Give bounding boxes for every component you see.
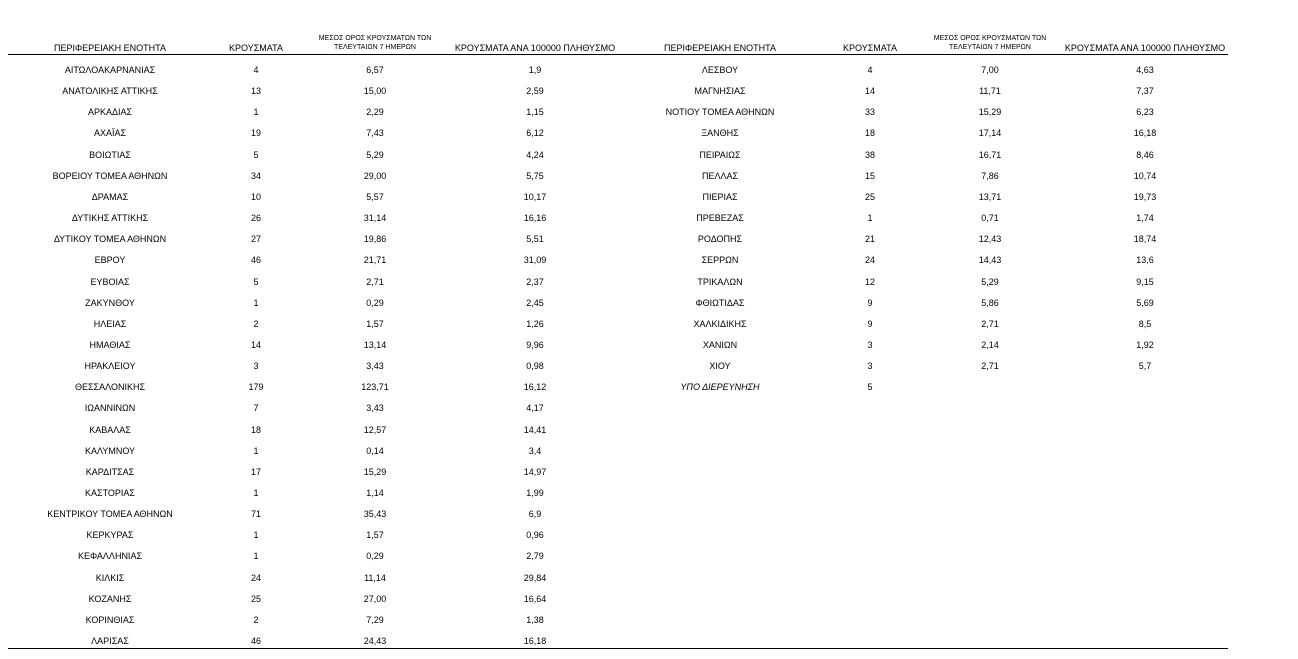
- cell-avg: 6,57: [366, 65, 384, 75]
- cell-region: ΠΙΕΡΙΑΣ: [702, 192, 738, 202]
- cell-avg: 17,14: [978, 128, 1002, 138]
- cell-cases: 4: [253, 65, 259, 75]
- left-header-per100k: ΚΡΟΥΣΜΑΤΑ ΑΝΑ 100000 ΠΛΗΘΥΣΜΟ: [454, 43, 616, 53]
- cell-avg: 2,71: [366, 277, 384, 287]
- cell-cases: 5: [867, 382, 873, 392]
- cell-region: ΔΡΑΜΑΣ: [91, 192, 129, 202]
- cell-cases: 7: [253, 403, 259, 413]
- cell-cases: 3: [253, 361, 259, 371]
- cell-region: ΚΕΦΑΛΛΗΝΙΑΣ: [77, 551, 143, 561]
- cell-avg: 12,43: [978, 234, 1002, 244]
- cell-region: ΝΟΤΙΟΥ ΤΟΜΕΑ ΑΘΗΝΩΝ: [665, 107, 775, 117]
- cell-per100k: 1,9: [528, 65, 542, 75]
- cell-region: ΖΑΚΥΝΘΟΥ: [85, 298, 135, 308]
- cell-avg: 0,14: [366, 446, 384, 456]
- cell-cases: 1: [253, 530, 259, 540]
- cell-per100k: 13,6: [1136, 255, 1154, 265]
- cell-region: ΚΟΡΙΝΘΙΑΣ: [85, 615, 135, 625]
- cell-per100k: 5,7: [1138, 361, 1152, 371]
- cell-region: ΤΡΙΚΑΛΩΝ: [697, 277, 743, 287]
- cell-per100k: 10,17: [523, 192, 547, 202]
- cell-region: ΔΥΤΙΚΗΣ ΑΤΤΙΚΗΣ: [71, 213, 149, 223]
- cell-avg: 1,57: [366, 319, 384, 329]
- cell-per100k: 2,37: [526, 277, 544, 287]
- right-header-avg: [915, 34, 1065, 52]
- cell-region: ΧΑΝΙΩΝ: [702, 340, 738, 350]
- left-header-avg: [300, 34, 450, 52]
- cell-per100k: 5,69: [1136, 298, 1154, 308]
- cell-region: ΚΑΒΑΛΑΣ: [89, 425, 131, 435]
- cell-region: ΔΥΤΙΚΟΥ ΤΟΜΕΑ ΑΘΗΝΩΝ: [53, 234, 167, 244]
- cell-cases: 14: [864, 86, 875, 96]
- cell-cases: 38: [864, 150, 875, 160]
- cell-per100k: 1,26: [526, 319, 544, 329]
- right-header-avg-line2: ΤΕΛΕΥΤΑΙΩΝ 7 ΗΜΕΡΩΝ: [949, 44, 1031, 51]
- cell-per100k: 19,73: [1133, 192, 1157, 202]
- cell-per100k: 6,12: [526, 128, 544, 138]
- cell-per100k: 1,15: [526, 107, 544, 117]
- cell-region: ΗΜΑΘΙΑΣ: [89, 340, 131, 350]
- cell-region: ΑΝΑΤΟΛΙΚΗΣ ΑΤΤΙΚΗΣ: [62, 86, 158, 96]
- cell-per100k: 16,64: [523, 594, 547, 604]
- cell-region: ΥΠΟ ΔΙΕΡΕΥΝΗΣΗ: [680, 382, 760, 392]
- cell-per100k: 18,74: [1133, 234, 1157, 244]
- cell-cases: 46: [250, 255, 261, 265]
- cell-avg: 15,29: [363, 467, 387, 477]
- cell-avg: 3,43: [366, 403, 384, 413]
- cell-per100k: 1,92: [1136, 340, 1154, 350]
- cell-region: ΠΕΛΛΑΣ: [701, 171, 739, 181]
- cell-cases: 2: [253, 319, 259, 329]
- cell-region: ΦΘΙΩΤΙΔΑΣ: [695, 298, 745, 308]
- cell-per100k: 14,97: [523, 467, 547, 477]
- cell-avg: 31,14: [363, 213, 387, 223]
- cell-avg: 27,00: [363, 594, 387, 604]
- left-header-avg-line2: ΤΕΛΕΥΤΑΙΩΝ 7 ΗΜΕΡΩΝ: [334, 44, 416, 51]
- cell-cases: 19: [250, 128, 261, 138]
- cell-avg: 14,43: [978, 255, 1002, 265]
- cell-avg: 19,86: [363, 234, 387, 244]
- bottom-rule: [8, 648, 1228, 649]
- cell-cases: 1: [253, 298, 259, 308]
- cell-avg: 35,43: [363, 509, 387, 519]
- right-header-avg-line1: ΜΕΣΟΣ ΟΡΟΣ ΚΡΟΥΣΜΑΤΩΝ ΤΩΝ: [933, 35, 1047, 42]
- cell-per100k: 2,45: [526, 298, 544, 308]
- cell-region: ΑΙΤΩΛΟΑΚΑΡΝΑΝΙΑΣ: [64, 65, 156, 75]
- cell-per100k: 29,84: [523, 573, 547, 583]
- cell-per100k: 9,15: [1136, 277, 1154, 287]
- cell-per100k: 5,51: [526, 234, 544, 244]
- cell-region: ΡΟΔΟΠΗΣ: [697, 234, 743, 244]
- cell-cases: 26: [250, 213, 261, 223]
- cell-cases: 27: [250, 234, 261, 244]
- cell-avg: 2,71: [981, 361, 999, 371]
- cell-cases: 9: [867, 298, 873, 308]
- cell-avg: 2,29: [366, 107, 384, 117]
- cell-cases: 71: [250, 509, 261, 519]
- cell-region: ΚΑΡΔΙΤΣΑΣ: [85, 467, 135, 477]
- cell-region: ΑΡΚΑΔΙΑΣ: [87, 107, 133, 117]
- cell-region: ΒΟΙΩΤΙΑΣ: [89, 150, 131, 160]
- cell-per100k: 16,18: [1133, 128, 1157, 138]
- cell-avg: 3,43: [366, 361, 384, 371]
- cell-per100k: 4,24: [526, 150, 544, 160]
- right-header-cases: ΚΡΟΥΣΜΑΤΑ: [843, 43, 897, 53]
- cell-region: ΠΕΙΡΑΙΩΣ: [699, 150, 741, 160]
- cell-per100k: 0,98: [526, 361, 544, 371]
- cell-cases: 10: [250, 192, 261, 202]
- cell-cases: 18: [864, 128, 875, 138]
- cell-avg: 2,71: [981, 319, 999, 329]
- cell-region: ΕΥΒΟΙΑΣ: [90, 277, 130, 287]
- cell-cases: 4: [867, 65, 873, 75]
- cell-avg: 7,00: [981, 65, 999, 75]
- cell-cases: 33: [864, 107, 875, 117]
- cell-region: ΚΑΛΥΜΝΟΥ: [84, 446, 136, 456]
- cell-region: ΚΕΡΚΥΡΑΣ: [86, 530, 134, 540]
- cell-cases: 1: [253, 446, 259, 456]
- cell-per100k: 0,96: [526, 530, 544, 540]
- cell-per100k: 16,16: [523, 213, 547, 223]
- cell-cases: 34: [250, 171, 261, 181]
- cell-per100k: 2,79: [526, 551, 544, 561]
- cell-avg: 15,00: [363, 86, 387, 96]
- cell-cases: 24: [250, 573, 261, 583]
- cell-avg: 13,71: [978, 192, 1002, 202]
- cell-avg: 13,14: [363, 340, 387, 350]
- cell-cases: 14: [250, 340, 261, 350]
- cell-cases: 25: [864, 192, 875, 202]
- cell-cases: 2: [253, 615, 259, 625]
- cell-cases: 5: [253, 150, 259, 160]
- cell-per100k: 6,23: [1136, 107, 1154, 117]
- cell-per100k: 3,4: [528, 446, 542, 456]
- cell-avg: 5,29: [981, 277, 999, 287]
- cell-per100k: 7,37: [1136, 86, 1154, 96]
- cell-avg: 123,71: [361, 382, 389, 392]
- cell-avg: 7,43: [366, 128, 384, 138]
- cell-region: ΗΡΑΚΛΕΙΟΥ: [84, 361, 136, 371]
- left-header-region: ΠΕΡΙΦΕΡΕΙΑΚΗ ΕΝΟΤΗΤΑ: [53, 43, 167, 53]
- cell-avg: 0,29: [366, 551, 384, 561]
- cell-per100k: 31,09: [523, 255, 547, 265]
- cell-cases: 1: [253, 107, 259, 117]
- cell-region: ΣΕΡΡΩΝ: [701, 255, 739, 265]
- left-header-cases: ΚΡΟΥΣΜΑΤΑ: [229, 43, 283, 53]
- cell-cases: 3: [867, 340, 873, 350]
- cell-cases: 3: [867, 361, 873, 371]
- cell-region: ΒΟΡΕΙΟΥ ΤΟΜΕΑ ΑΘΗΝΩΝ: [52, 171, 168, 181]
- cell-region: ΘΕΣΣΑΛΟΝΙΚΗΣ: [74, 382, 146, 392]
- cell-cases: 46: [250, 636, 261, 646]
- cell-region: ΑΧΑΪΑΣ: [93, 128, 127, 138]
- cell-avg: 12,57: [363, 425, 387, 435]
- cell-avg: 1,57: [366, 530, 384, 540]
- cell-per100k: 4,63: [1136, 65, 1154, 75]
- cell-per100k: 8,46: [1136, 150, 1154, 160]
- cell-region: ΧΙΟΥ: [709, 361, 731, 371]
- cell-region: ΚΑΣΤΟΡΙΑΣ: [85, 488, 135, 498]
- right-header-per100k: ΚΡΟΥΣΜΑΤΑ ΑΝΑ 100000 ΠΛΗΘΥΣΜΟ: [1064, 43, 1226, 53]
- cell-per100k: 4,17: [526, 403, 544, 413]
- cell-cases: 21: [864, 234, 875, 244]
- cell-avg: 5,57: [366, 192, 384, 202]
- cell-region: ΚΟΖΑΝΗΣ: [88, 594, 132, 604]
- cell-region: ΛΕΣΒΟΥ: [701, 65, 739, 75]
- cell-cases: 179: [248, 382, 264, 392]
- cell-region: ΜΑΓΝΗΣΙΑΣ: [694, 86, 746, 96]
- cell-avg: 0,29: [366, 298, 384, 308]
- cell-per100k: 10,74: [1133, 171, 1157, 181]
- cell-per100k: 16,12: [523, 382, 547, 392]
- cell-region: ΗΛΕΙΑΣ: [93, 319, 127, 329]
- cell-region: ΚΕΝΤΡΙΚΟΥ ΤΟΜΕΑ ΑΘΗΝΩΝ: [47, 509, 173, 519]
- cell-cases: 25: [250, 594, 261, 604]
- cell-per100k: 1,74: [1136, 213, 1154, 223]
- cell-cases: 15: [864, 171, 875, 181]
- cell-per100k: 14,41: [523, 425, 547, 435]
- cell-avg: 11,71: [979, 86, 1001, 96]
- cell-region: ΠΡΕΒΕΖΑΣ: [696, 213, 744, 223]
- cell-cases: 1: [253, 551, 259, 561]
- cell-per100k: 5,75: [526, 171, 544, 181]
- cell-cases: 1: [253, 488, 259, 498]
- cell-avg: 29,00: [363, 171, 387, 181]
- cell-region: ΚΙΛΚΙΣ: [95, 573, 125, 583]
- cell-cases: 5: [253, 277, 259, 287]
- cell-avg: 2,14: [981, 340, 999, 350]
- cell-avg: 24,43: [363, 636, 387, 646]
- cell-avg: 21,71: [363, 255, 387, 265]
- cell-avg: 0,71: [981, 213, 999, 223]
- cell-avg: 7,86: [981, 171, 999, 181]
- cell-avg: 5,29: [366, 150, 384, 160]
- cell-cases: 9: [867, 319, 873, 329]
- cell-cases: 24: [864, 255, 875, 265]
- cell-per100k: 9,96: [526, 340, 544, 350]
- cell-avg: 15,29: [978, 107, 1002, 117]
- cell-cases: 1: [867, 213, 873, 223]
- cell-avg: 5,86: [981, 298, 999, 308]
- cell-per100k: 1,38: [526, 615, 544, 625]
- cell-cases: 12: [864, 277, 875, 287]
- cell-region: ΞΑΝΘΗΣ: [701, 128, 739, 138]
- cell-region: ΧΑΛΚΙΔΙΚΗΣ: [693, 319, 747, 329]
- cell-cases: 17: [250, 467, 261, 477]
- header-rule: [8, 54, 1228, 55]
- cell-per100k: 2,59: [526, 86, 544, 96]
- cell-avg: 7,29: [366, 615, 384, 625]
- cell-cases: 13: [250, 86, 261, 96]
- cell-avg: 16,71: [978, 150, 1002, 160]
- cell-region: ΕΒΡΟΥ: [94, 255, 126, 265]
- left-header-avg-line1: ΜΕΣΟΣ ΟΡΟΣ ΚΡΟΥΣΜΑΤΩΝ ΤΩΝ: [318, 35, 432, 42]
- cell-avg: 1,14: [366, 488, 384, 498]
- cell-region: ΛΑΡΙΣΑΣ: [91, 636, 129, 646]
- cell-per100k: 1,99: [526, 488, 544, 498]
- cell-region: ΙΩΑΝΝΙΝΩΝ: [84, 403, 136, 413]
- cell-per100k: 16,18: [523, 636, 547, 646]
- cell-per100k: 8,5: [1138, 319, 1152, 329]
- cell-per100k: 6,9: [528, 509, 542, 519]
- cell-avg: 11,14: [364, 573, 386, 583]
- right-header-region: ΠΕΡΙΦΕΡΕΙΑΚΗ ΕΝΟΤΗΤΑ: [663, 43, 777, 53]
- cell-cases: 18: [250, 425, 261, 435]
